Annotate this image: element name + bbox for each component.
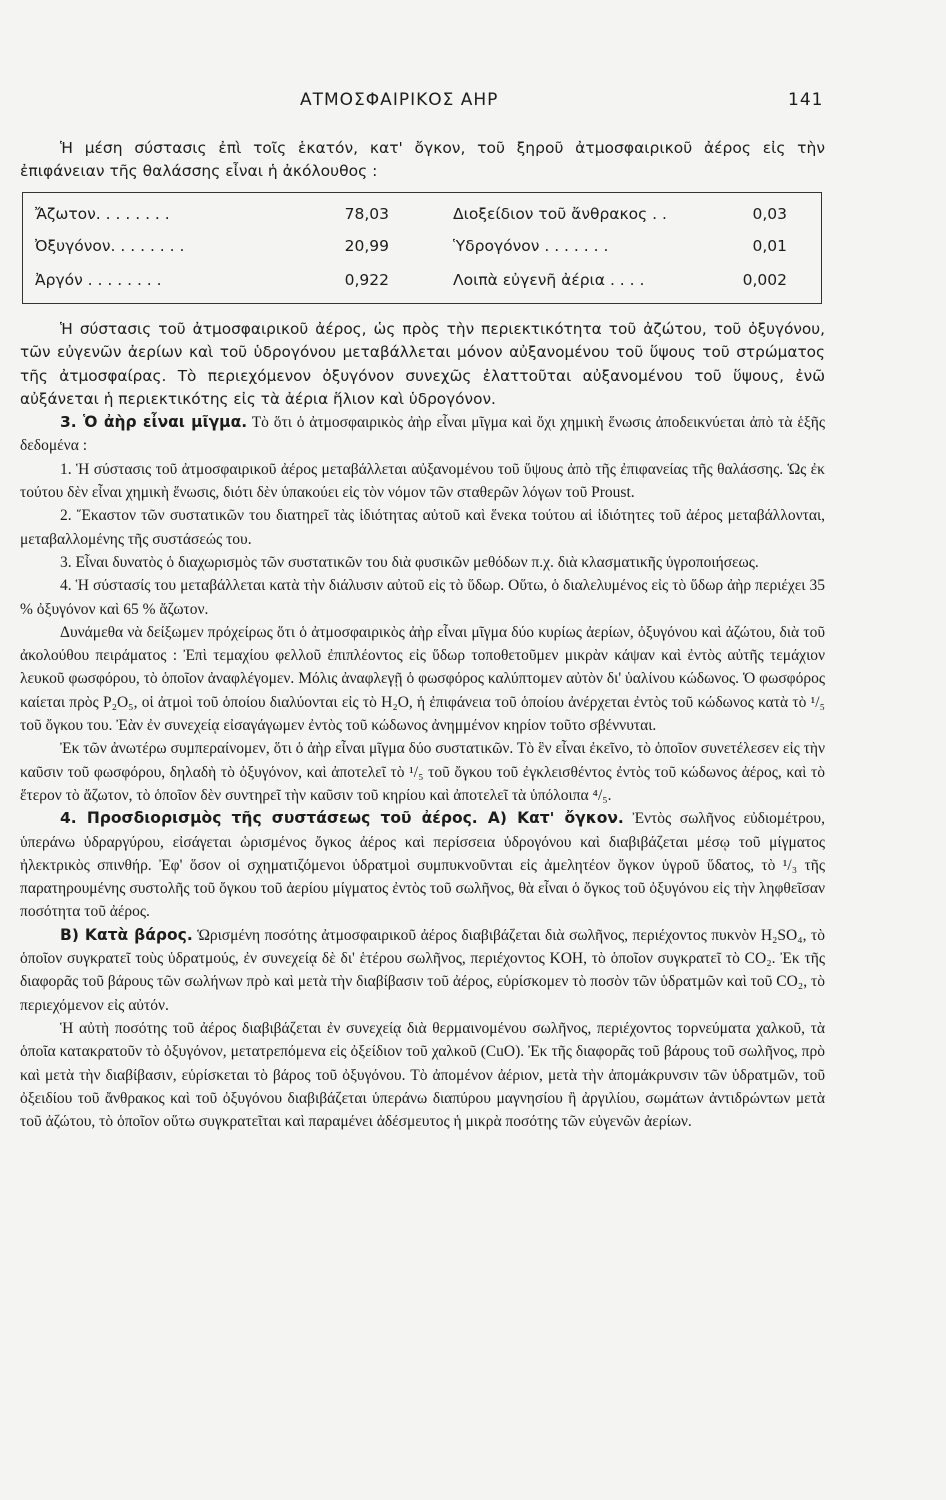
gas-percent: 0,01 bbox=[752, 237, 787, 255]
gas-percent: 0,03 bbox=[752, 205, 787, 223]
section-3-intro-text: Τὸ ὅτι ὁ ἀτμοσφαιρικὸς ἀὴρ εἶναι μῖγμα καὶ ὄχι χημικὴ ἕνωσις ἀποδεικνύεται ἀπὸ τὰ ἑξῆς δεδομένα : bbox=[20, 414, 825, 455]
gas-name: Ὀξυγόνον. . . . . . . . bbox=[35, 237, 185, 255]
gas-name: Ὑδρογόνον . . . . . . . bbox=[453, 237, 609, 255]
list-item: 1. Ἡ σύστασις τοῦ ἀτμοσφαιρικοῦ ἀέρος μεταβάλλεται αὐξανομένου τοῦ ὕψους ἀπὸ τῆς ἐπιφανείας τῆς θαλάσσης. Ὡς ἐκ τούτου δὲν εἶναι χημικὴ ἕνωσις, διότι δὲν ὑπακούει εἰς τὸν νόμον τῶν σταθερῶν λόγων τοῦ Proust. bbox=[20, 460, 825, 502]
section-3-intro bbox=[20, 411, 825, 458]
section-4-volume bbox=[20, 807, 825, 923]
table-row bbox=[23, 205, 821, 233]
section-4-heading: 4. Προσδιορισμὸς τῆς συστάσεως τοῦ ἀέρος. Α) Κατ' ὄγκον. bbox=[60, 809, 624, 828]
page-header bbox=[0, 90, 946, 114]
conclusion-paragraph: Ἐκ τῶν ἀνωτέρω συμπεραίνομεν, ὅτι ὁ ἀὴρ εἶναι μῖγμα δύο συστατικῶν. Τὸ ἓν εἶναι ἐκεῖνο, τὸ ὁποῖον συνετέλεσεν εἰς τὴν καῦσιν τοῦ φωσφόρου, δηλαδὴ τὸ ὀξυγόνον, καὶ ἀποτελεῖ τὸ ¹/₅ τοῦ ὄγκου τοῦ ἐγκλεισθέντος ἐντὸς τοῦ κώδωνος ἀέρος, καὶ τὸ ἕτερον τὸ ἄζωτον, τὸ ὁποῖον δὲν συντηρεῖ τὴν καῦσιν τοῦ κηρίου καὶ ἀποτελεῖ τὰ ὑπόλοιπα ⁴/₅. bbox=[20, 740, 825, 804]
section-4-weight-text: Ὡρισμένη ποσότης ἀτμοσφαιρικοῦ ἀέρος διαβιβάζεται διὰ σωλῆνος, περιέχοντος πυκνὸν H₂SO₄, τὸ ὁποῖον συγκρατεῖ τοὺς ὑδρατμούς, ἐν συνεχείᾳ δὲ δι' ἑτέρου σωλῆνος, περιέχοντος KOH, τὸ ὁποῖον συγκρατεῖ τὸ CO₂. Ἐκ τῆς διαφορᾶς τοῦ βάρους τῶν σωλήνων πρὸ καὶ μετὰ τὴν διαβίβασιν τοῦ ἀέρος, εὑρίσκομεν τὸ ποσὸν τῶν ὑδρατμῶν καὶ τοῦ CO₂, τὸ περιεχόμενον εἰς αὐτόν. bbox=[20, 926, 826, 1014]
section-3-heading: 3. Ὁ ἀὴρ εἶναι μῖγμα. bbox=[60, 413, 248, 432]
gas-name: Ἄζωτον. . . . . . . . bbox=[35, 205, 170, 223]
gas-percent: 0,922 bbox=[344, 271, 389, 289]
gas-percent: 20,99 bbox=[344, 237, 389, 255]
intro-paragraph: Ἡ μέση σύστασις ἐπὶ τοῖς ἑκατόν, κατ' ὄγκον, τοῦ ξηροῦ ἀτμοσφαιρικοῦ ἀέρος εἰς τὴν ἐπιφάνειαν τῆς θαλάσσης εἶναι ἡ ἀκόλουθος : bbox=[20, 139, 825, 180]
running-title: ΑΤΜΟΣΦΑΙΡΙΚΟΣ ΑΗΡ bbox=[300, 90, 499, 110]
gas-percent: 78,03 bbox=[344, 205, 389, 223]
gas-name: Διοξείδιον τοῦ ἄνθρακος . . bbox=[453, 205, 667, 223]
table-row bbox=[23, 271, 821, 299]
list-item: 2. Ἕκαστον τῶν συστατικῶν του διατηρεῖ τὰς ἰδιότητας αὐτοῦ καὶ ἕνεκα τούτου αἱ ἰδιότητες τοῦ ἀέρος μεταβάλλονται, μεταβαλλομένης τῆς συστάσεώς του. bbox=[20, 507, 825, 548]
list-item: 3. Εἶναι δυνατὸς ὁ διαχωρισμὸς τῶν συστατικῶν του διὰ φυσικῶν μεθόδων π.χ. διὰ κλασματικῆς ὑγροποιήσεως. bbox=[60, 553, 759, 571]
section-4-weight bbox=[20, 924, 825, 1017]
gas-name: Λοιπὰ εὐγενῆ ἀέρια . . . . bbox=[453, 271, 645, 289]
experiment-paragraph: Δυνάμεθα νὰ δείξωμεν πρόχείρως ὅτι ὁ ἀτμοσφαιρικὸς ἀὴρ εἶναι μῖγμα δύο κυρίως ἀερίων, ὀξυγόνου καὶ ἀζώτου, διὰ τοῦ ἀκολούθου πειράματος : Ἐπὶ τεμαχίου φελλοῦ ἐπιπλέοντος εἰς ὕδωρ τοποθετοῦμεν μικρὰν κάψαν καὶ ἐντὸς αὐτῆς τεμάχιον λευκοῦ φωσφόρου, τὸ ὁποῖον ἀναφλέγομεν. Μόλις ἀναφλεγῇ ὁ φωσφόρος καλύπτομεν αὐτὸν δι' ὑαλίνου κώδωνος. Ὁ φωσφόρος καίεται πρὸς P₂O₅, οἱ ἀτμοὶ τοῦ ὁποίου διαλύονται εἰς τὸ H₂O, ἡ ἐπιφάνεια τοῦ ὁποίου ἀνέρχεται ἐντὸς τοῦ κώδωνος κατὰ τὸ ¹/₅ τοῦ ὄγκου του. Ἐὰν ἐν συνεχείᾳ εἰσαγάγωμεν ἐντὸς τοῦ κώδωνος ἀνημμένον κηρίον τοῦτο σβέννυται. bbox=[20, 623, 825, 735]
composition-paragraph: Ἡ σύστασις τοῦ ἀτμοσφαιρικοῦ ἀέρος, ὡς πρὸς τὴν περιεκτικότητα τοῦ ἀζώτου, τοῦ ὀξυγόνου, τῶν εὐγενῶν ἀερίων καὶ τοῦ ὑδρογόνου μεταβάλλεται μόνον αὐξανομένου τοῦ ὕψους τοῦ στρώματος τῆς ἀτμοσφαίρας. Τὸ περιεχόμενον ὀξυγόνον συνεχῶς ἐλαττοῦται αὐξανομένου τοῦ ὕψους, ἐνῶ αὐξάνεται ἡ περιεκτικότης εἰς τὰ ἀέρια ἥλιον καὶ ὑδρογόνον. bbox=[20, 320, 825, 408]
table-row bbox=[23, 237, 821, 265]
page-number: 141 bbox=[788, 90, 824, 110]
section-4-copper-paragraph: Ἡ αὐτὴ ποσότης τοῦ ἀέρος διαβιβάζεται ἐν συνεχείᾳ διὰ θερμαινομένου σωλῆνος, περιέχοντος τορνεύματα χαλκοῦ, τὰ ὁποῖα κατακρατοῦν τὸ ὀξυγόνον, μετατρεπόμενα εἰς ὀξείδιον τοῦ χαλκοῦ (CuO). Ἐκ τῆς διαφορᾶς τοῦ βάρους τοῦ σωλῆνος, πρὸ καὶ μετὰ τὴν διαβίβασιν, εὑρίσκεται τὸ βάρος τοῦ ὀξυγόνου. Τὸ ἀπομένον ἀέριον, μετὰ τὴν ἀπομάκρυνσιν τῶν ὑδρατμῶν, τοῦ ὀξειδίου τοῦ ἄνθρακος καὶ τοῦ ὀξυγόνου διαβιβάζεται ὑπεράνω διαπύρου μαγνησίου ἢ ἀργιλίου, σωμάτων ἀντιδρώντων μετὰ τοῦ ἀζώτου, τὸ ὁποῖον οὕτω συγκρατεῖται καὶ παραμένει ἀδέσμευτος ἡ μικρὰ ποσότης τῶν εὐγενῶν ἀερίων. bbox=[20, 1019, 825, 1131]
section-4-weight-heading: Β) Κατὰ βάρος. bbox=[60, 925, 193, 944]
section-4-volume-text: Ἐντὸς σωλῆνος εὐδιομέτρου, ὑπεράνω ὑδραργύρου, εἰσάγεται ὡρισμένος ὄγκος ἀέρος καὶ περίσσεια ὑδρογόνου καὶ διαβιβάζεται μέσῳ τοῦ μίγματος ἠλεκτρικὸς σπινθήρ. Ἐφ' ὅσον οἱ σχηματιζόμενοι ὑδρατμοὶ συμπυκνοῦνται εἰς ἀμελητέον ὄγκον ὑγροῦ ὕδατος, τὸ ¹/₃ τῆς παρατηρουμένης συστολῆς τοῦ ὄγκου τοῦ ἀερίου μίγματος ἐντὸς τοῦ σωλῆνος, θὰ εἶναι ὁ ὄγκος τοῦ ὀξυγόνου εἰς τὴν ληφθεῖσαν ποσότητα τοῦ ἀέρος. bbox=[20, 810, 825, 921]
gas-name: Ἀργόν . . . . . . . . bbox=[35, 271, 162, 289]
composition-table bbox=[22, 192, 822, 304]
gas-percent: 0,002 bbox=[742, 271, 787, 289]
body-text bbox=[20, 318, 825, 1133]
list-item: 4. Ἡ σύστασίς του μεταβάλλεται κατὰ τὴν διάλυσιν αὐτοῦ εἰς τὸ ὕδωρ. Οὕτω, ὁ διαλελυμένος εἰς τὸ ὕδωρ ἀὴρ περιέχει 35 % ὀξυγόνον καὶ 65 % ἄζωτον. bbox=[20, 577, 825, 618]
